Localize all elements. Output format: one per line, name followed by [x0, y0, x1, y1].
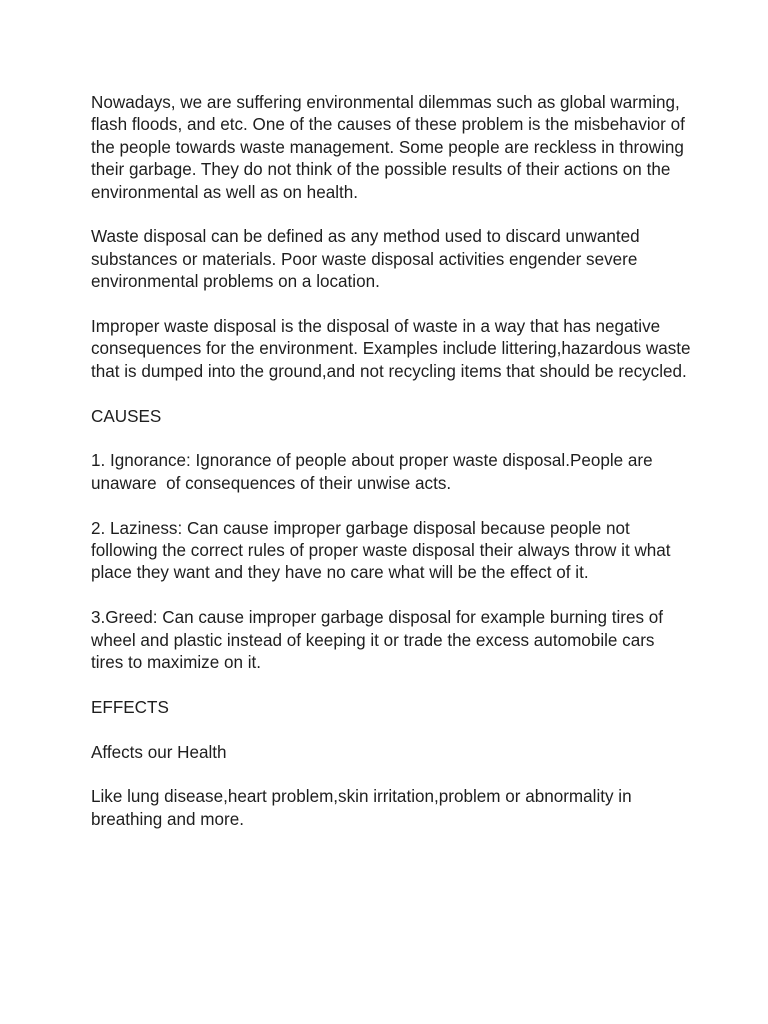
document-page	[91, 92, 696, 854]
cause-item-2: 2. Laziness: Can cause improper garbage disposal because people not following the correct rules of proper waste disposal their always throw it what place they want and they have no care what will be the effect of it.	[91, 518, 676, 583]
causes-heading: CAUSES	[91, 406, 162, 426]
effect-item-title: Affects our Health	[91, 742, 227, 762]
intro-paragraph-1: Nowadays, we are suffering environmental dilemmas such as global warming, flash floods, and etc. One of the causes of these problem is the misbehavior of the people towards waste management. Some people are reckless in throwing their garbage. They do not think of the possible results of their actions on the environmental as well as on health.	[91, 93, 690, 202]
cause-item-1: 1. Ignorance: Ignorance of people about proper waste disposal.People are unaware of consequences of their unwise acts.	[91, 451, 658, 493]
effect-item-text: Like lung disease,heart problem,skin irritation,problem or abnormality in breathing and more.	[91, 787, 637, 829]
intro-paragraph-3: Improper waste disposal is the disposal of waste in a way that has negative consequences for the environment. Examples include littering,hazardous waste that is dumped into the ground,and not recycling items that should be recycled.	[91, 317, 696, 381]
effects-heading: EFFECTS	[91, 697, 169, 717]
intro-paragraph-2: Waste disposal can be defined as any method used to discard unwanted substances or materials. Poor waste disposal activities engender severe environmental problems on a location.	[91, 227, 645, 292]
cause-item-3: 3.Greed: Can cause improper garbage disposal for example burning tires of wheel and plastic instead of keeping it or trade the excess automobile cars tires to maximize on it.	[91, 608, 668, 673]
